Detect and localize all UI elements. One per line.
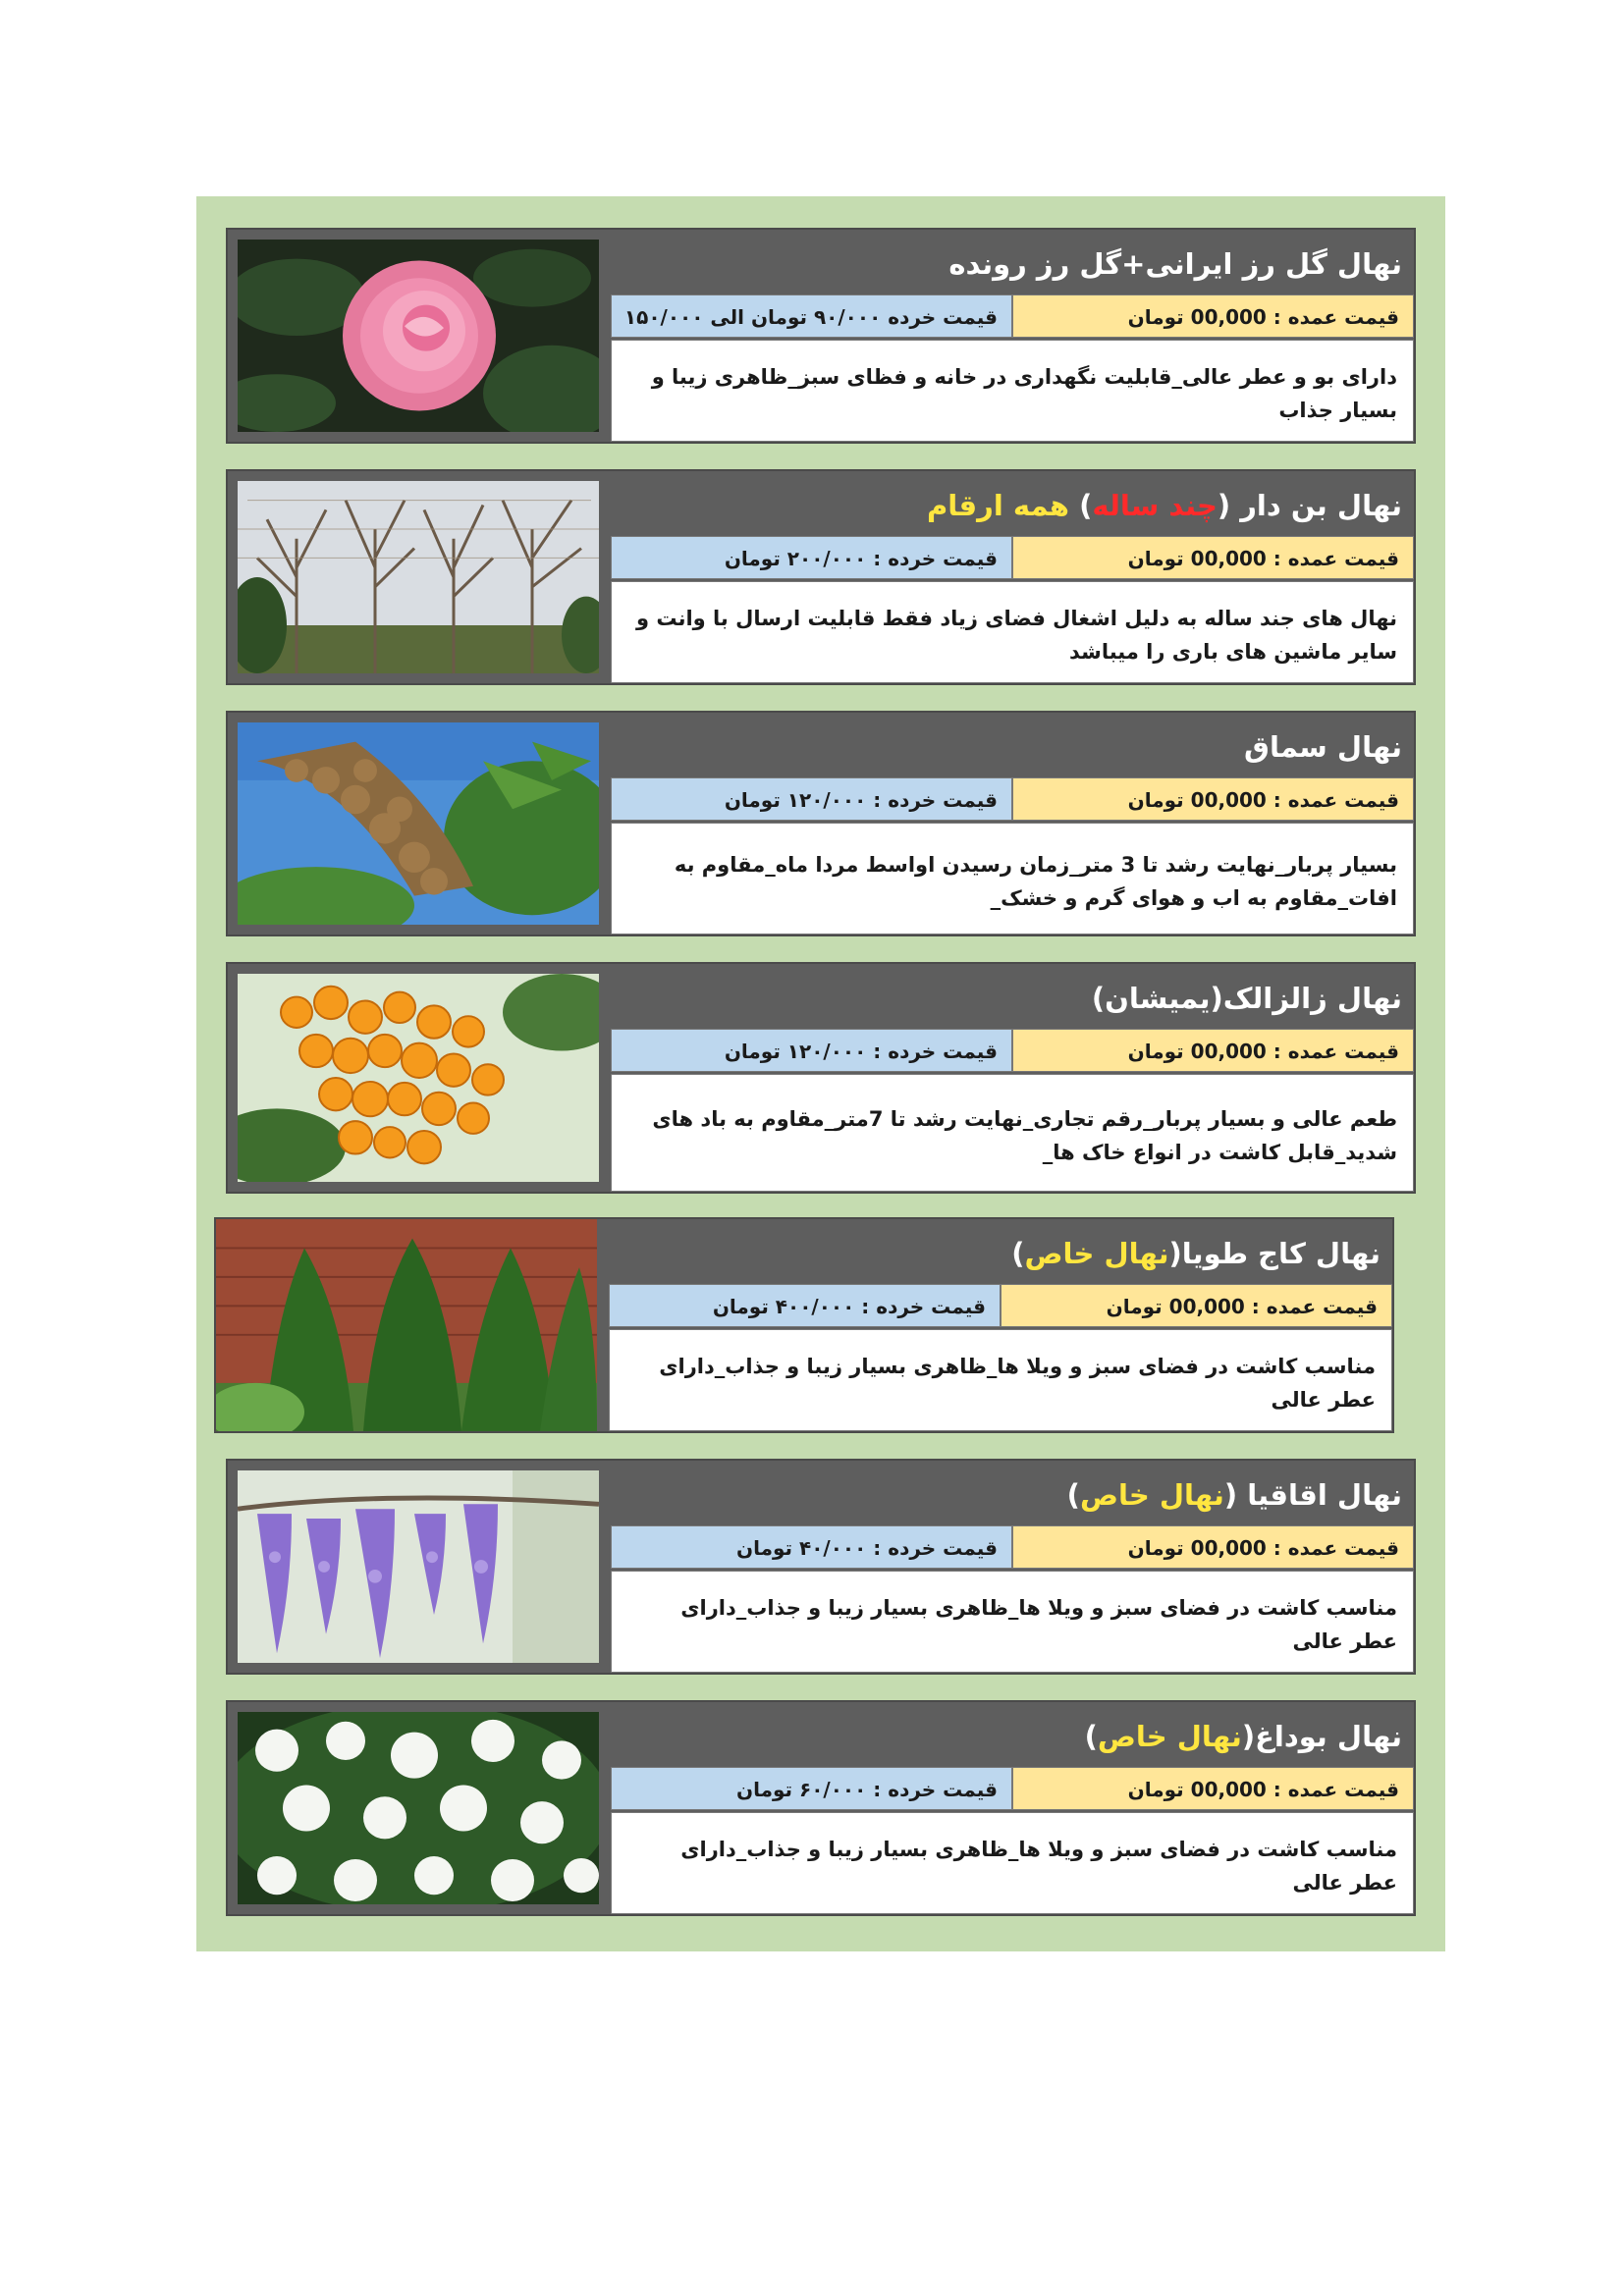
title-segment: نهال اقاقیا ( [1223,1478,1402,1512]
wisteria-photo [238,1470,599,1663]
product-card-wisteria [226,1459,1416,1675]
product-card-bondar [226,469,1416,685]
product-card-thuja [214,1217,1394,1433]
title-segment: نهال کاج طویا( [1168,1237,1380,1270]
retail-price: قیمت خرده : ۶۰/۰۰۰ تومان [611,1767,1012,1810]
title-segment: نهال بوداغ( [1241,1720,1402,1753]
retail-price: قیمت خرده : ۲۰۰/۰۰۰ تومان [611,536,1012,579]
sumac-photo [238,722,599,925]
snowball-viburnum-photo [238,1712,599,1904]
product-description [611,1074,1414,1192]
product-description [609,1329,1392,1431]
title-segment: نهال سماق [1244,730,1402,764]
title-segment: نهال خاص [1024,1237,1169,1270]
wholesale-price: قیمت عمده : 00,000 تومان [1012,1525,1414,1569]
wholesale-price: قیمت عمده : 00,000 تومان [1001,1284,1392,1327]
retail-price: قیمت خرده ۹۰/۰۰۰ تومان الی ۱۵۰/۰۰۰ [611,294,1012,338]
product-title [619,1225,1380,1282]
retail-price: قیمت خرده : ۴۰۰/۰۰۰ تومان [609,1284,1001,1327]
product-card-hawthorn [226,962,1416,1194]
product-description [611,581,1414,683]
description-text: دارای بو و عطر عالی_قابلیت نگهداری در خانه و فظای سبز_ظاهری زیبا و بسیار جذاب [651,365,1397,422]
description-text: مناسب کاشت در فضای سبز و ویلا ها_ظاهری بسیار زیبا و جذاب_دارای عطر عالی [680,1838,1397,1895]
title-segment: ) [1066,1478,1080,1512]
wholesale-price: قیمت عمده : 00,000 تومان [1012,1767,1414,1810]
title-segment: نهال گل رز ایرانی+گل رز رونده [948,247,1402,281]
product-title [621,1467,1402,1523]
product-description [611,1812,1414,1914]
title-segment: همه ارقام [927,489,1070,522]
product-description [611,1571,1414,1673]
title-segment: نهال زالزالک(یمیشان) [1091,982,1402,1015]
pink-rose-photo [238,240,599,432]
description-text: نهال های جند ساله به دلیل اشغال فضای زیاد فقط قابلیت ارسال با وانت و سایر ماشین های باری را میباشد [635,607,1397,664]
product-card-viburnum [226,1700,1416,1916]
retail-price: قیمت خرده : ۱۲۰/۰۰۰ تومان [611,1029,1012,1072]
product-title [621,236,1402,293]
product-description [611,823,1414,934]
retail-price: قیمت خرده : ۱۲۰/۰۰۰ تومان [611,777,1012,821]
description-text: مناسب کاشت در فضای سبز و ویلا ها_ظاهری بسیار زیبا و جذاب_دارای عطر عالی [659,1355,1376,1412]
bare-trees-photo [238,481,599,673]
thuja-trees-photo [216,1219,597,1431]
wholesale-price: قیمت عمده : 00,000 تومان [1012,294,1414,338]
product-title [621,477,1402,534]
title-segment: ) [1069,489,1093,522]
description-text: مناسب کاشت در فضای سبز و ویلا ها_ظاهری بسیار زیبا و جذاب_دارای عطر عالی [680,1596,1397,1653]
product-card-sumac [226,711,1416,936]
product-title [621,970,1402,1027]
title-segment: ) [1011,1237,1025,1270]
hawthorn-berries-photo [238,974,599,1182]
title-segment: ) [1084,1720,1098,1753]
product-title [621,719,1402,775]
retail-price: قیمت خرده : ۴۰/۰۰۰ تومان [611,1525,1012,1569]
title-segment: نهال بن دار ( [1217,489,1402,522]
description-text: طعم عالی و بسیار پربار_رقم تجاری_نهایت رشد تا 7متر_مقاوم به باد های شدید_قابل کاشت در انواع خاک ها_ [652,1107,1397,1164]
title-segment: چند ساله [1092,489,1218,522]
product-card-rose [226,228,1416,444]
product-title [621,1708,1402,1765]
wholesale-price: قیمت عمده : 00,000 تومان [1012,1029,1414,1072]
title-segment: نهال خاص [1097,1720,1242,1753]
catalog-panel [196,196,1445,1951]
description-text: بسیار پربار_نهایت رشد تا 3 متر_زمان رسیدن اواسط مردا ماه_مقاوم به افات_مقاوم به اب و هوای گرم و خشک_ [674,853,1397,910]
title-segment: نهال خاص [1079,1478,1224,1512]
wholesale-price: قیمت عمده : 00,000 تومان [1012,777,1414,821]
wholesale-price: قیمت عمده : 00,000 تومان [1012,536,1414,579]
product-description [611,340,1414,442]
